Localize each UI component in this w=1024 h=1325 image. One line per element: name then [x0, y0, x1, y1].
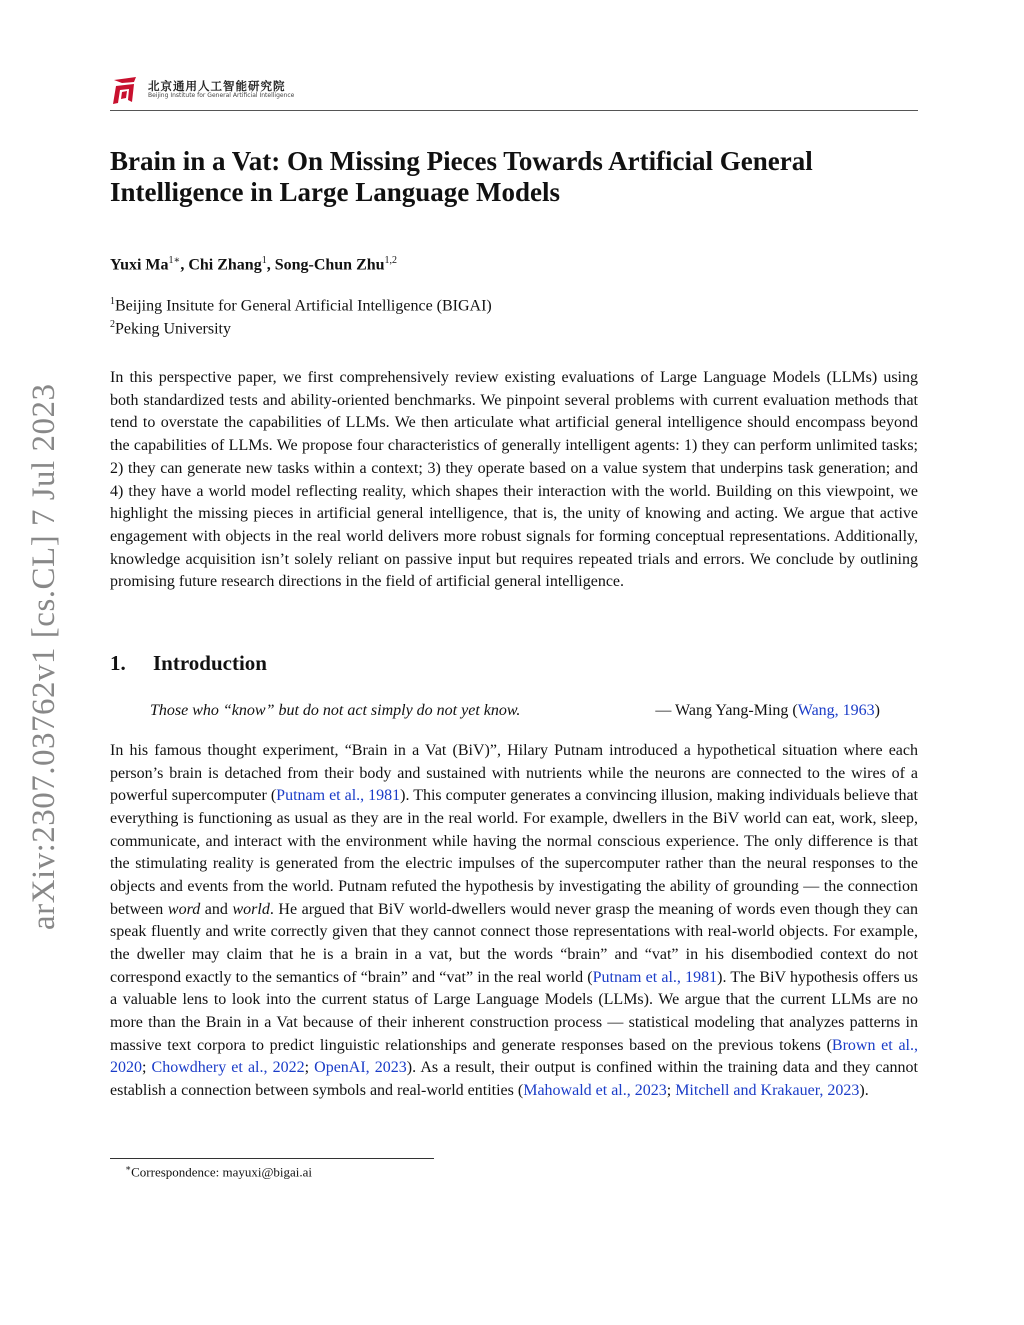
footnote-text: Correspondence: mayuxi@bigai.ai [131, 1164, 313, 1180]
attrib-prefix: — Wang Yang-Ming ( [655, 702, 798, 719]
citation-link[interactable]: Putnam et al., 1981 [276, 787, 401, 805]
section-title: Introduction [153, 651, 267, 675]
institute-header [110, 72, 918, 111]
citation-separator: ; [666, 1081, 676, 1099]
footnote-divider [110, 1158, 434, 1159]
citation-link[interactable]: OpenAI, 2023 [314, 1059, 407, 1077]
citation-separator: ; [142, 1059, 152, 1077]
citation-link[interactable]: Brown et al., 2020 [110, 1036, 918, 1077]
author-name: Chi Zhang [188, 256, 262, 274]
abstract: In this perspective paper, we first comprehensively review existing evaluations of Large Language Models (LLMs) using both standardized tests and ability-oriented benchmarks. We pinpoint several problems with current evaluation methods that tend to overstate the capabilities of LLMs. We then articulate what artificial general intelligence should encompass beyond the capabilities of LLMs. We propose four characteristics of generally intelligent agents: 1) they can perform unlimited tasks; 2) they can generate new tasks within a context; 3) they operate based on a value system that underpins task generation; and 4) they have a world model reflecting reality, which shapes their interaction with the world. Building on this viewpoint, we highlight the missing pieces in artificial general intelligence, that is, the unity of knowing and acting. We argue that active engagement with objects in the real world delivers more robust signals for forming conceptual representations. Additionally, knowledge acquisition isn’t solely reliant on passive input but requires repeated trials and errors. We conclude by outlining promising future research directions in the field of artificial general intelligence. [110, 369, 918, 591]
emphasis-world: world [232, 900, 270, 918]
author-name: Yuxi Ma [110, 256, 169, 274]
affiliation-mark: 1 [110, 296, 115, 307]
author-name: Song-Chun Zhu [274, 256, 385, 274]
epigraph-attribution [655, 702, 880, 720]
affiliation-text: Beijing Insitute for General Artificial Intelligence (BIGAI) [115, 297, 492, 315]
attrib-suffix: ) [874, 702, 880, 719]
text-run: ). This computer generates a convincing illusion, making individuals believe that everything is functioning as usual as they are in the real world. For example, dwellers in the BiV world can eat, work, sleep, communicate, and interact with the environment while having the normal conscious experience. The only difference is that the stimulating reality is generated from the electric impulses of the supercomputer rather than the neural responses to the objects and events from the world. Putnam refuted the hypothesis by investigating the ability of grounding — the connection between [110, 787, 918, 918]
affiliation-mark: 2 [110, 319, 115, 330]
affiliation-2 [110, 319, 231, 338]
paper-title: Brain in a Vat: On Missing Pieces Towards Artificial General Intelligence in Large Language Models [110, 146, 813, 207]
section-number: 1. [110, 651, 126, 675]
author-affil-mark: 1∗ [168, 255, 181, 266]
citation-link[interactable]: Wang, 1963 [797, 702, 875, 719]
citation-link[interactable]: Mitchell and Krakauer, 2023 [675, 1081, 860, 1099]
affiliation-text: Peking University [115, 320, 231, 338]
citation-link[interactable]: Chowdhery et al., 2022 [151, 1059, 305, 1077]
logo-english-name: Beijing Institute for General Artificial Intelligence [148, 92, 295, 99]
footnote [125, 1163, 312, 1180]
text-run: ). The BiV hypothesis offers us a valuable lens to look into the current status of Large Language Models (LLMs). We argue that the current LLMs are no more than the Brain in a Vat because of their inherent construction process — statistical modeling that analyzes patterns in massive text corpora to predict linguistic relationships and generate responses based on the previous tokens ( [110, 968, 919, 1054]
intro-paragraph [110, 740, 918, 1103]
arxiv-identifier: arXiv:2307.03762v1 [cs.CL] 7 Jul 2023 [26, 383, 62, 930]
text-run: ). As a result, their output is confined within the training data and they cannot establish a connection between symbols and real-world entities ( [110, 1059, 918, 1099]
epigraph [150, 702, 880, 720]
citation-link[interactable]: Mahowald et al., 2023 [523, 1081, 667, 1099]
author-list: Yuxi $Ma^{1∗}$, Chi Zhang$^1$, Song-Chun Zhu$^{1,2}$ [110, 255, 398, 274]
citation-link[interactable]: Putnam et al., 1981 [592, 968, 718, 986]
author-affil-mark: 1 [261, 255, 267, 266]
text-run: In his famous thought experiment, “Brain in a Vat (BiV)”, Hilary Putnam introduced a hypothetical situation where each person’s brain is detached from their body and sustained with nutrients while the neurons are connected to the wires of a powerful supercomputer ( [110, 742, 918, 805]
footnote-mark: ∗ [125, 1163, 132, 1173]
affiliation-1 [110, 296, 492, 315]
text-run: . He argued that BiV world-dwellers would never grasp the meaning of words even though they can speak fluently and write correctly given that they cannot connect those representations with real-world objects. For example, the dweller may claim that he is a brain in a vat, but the words “brain” and “vat” in his disembodied context do not correspond exactly to the semantics of “brain” and “vat” in the real world ( [110, 900, 918, 986]
section-heading [110, 651, 267, 676]
text-run: ). [859, 1081, 869, 1099]
epigraph-quote: Those who “know” but do not act simply do not yet know. [150, 702, 521, 719]
emphasis-word: word [167, 900, 201, 918]
author-affil-mark: 1,2 [384, 255, 398, 266]
text-run: and [200, 900, 233, 918]
citation-separator: ; [304, 1059, 315, 1077]
bigai-logo-icon [110, 74, 142, 106]
logo-chinese-name: 北京通用人工智能研究院 [148, 79, 286, 93]
